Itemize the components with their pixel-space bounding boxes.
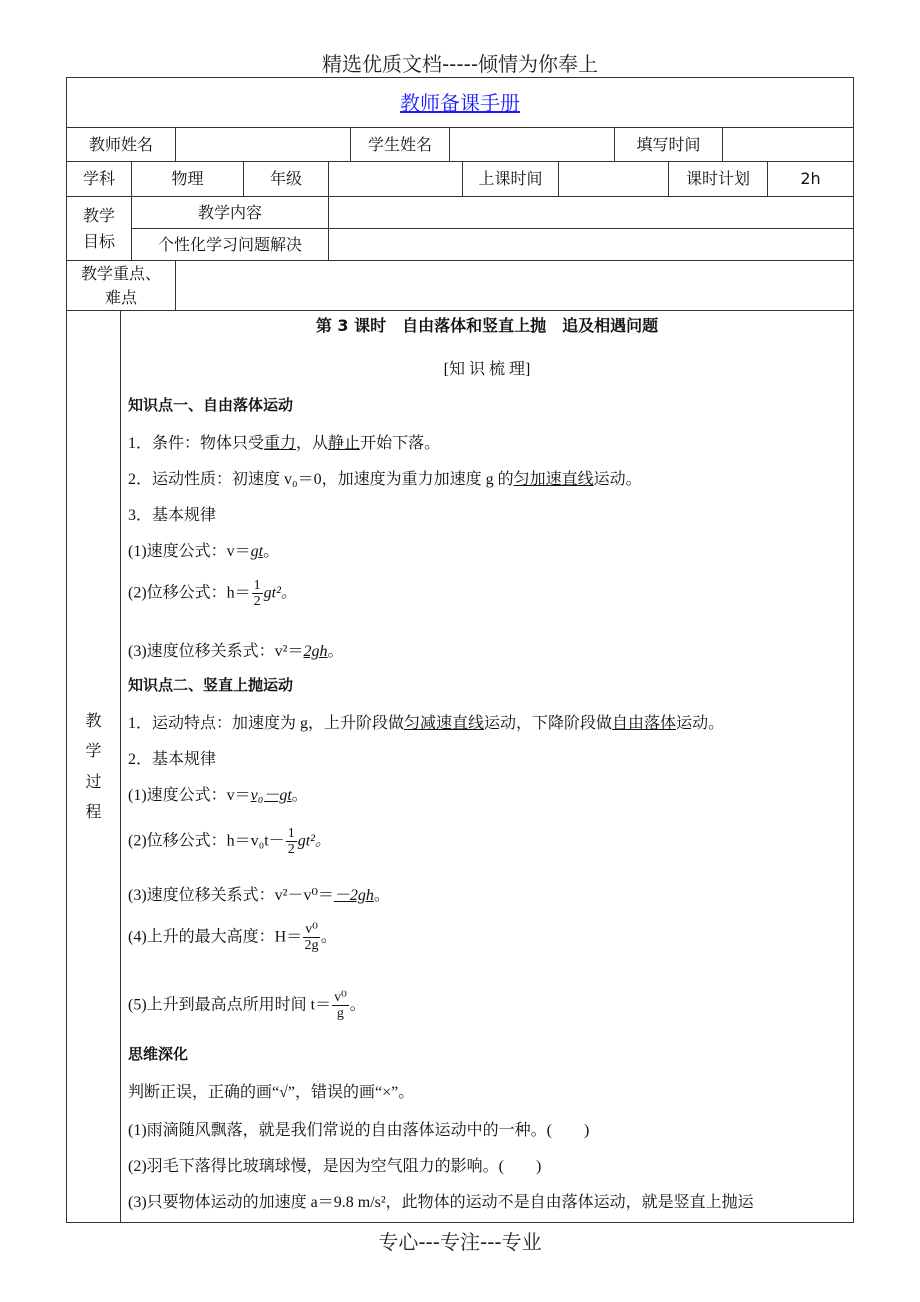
grade-field[interactable] <box>328 161 463 197</box>
answer: －2gh <box>333 887 374 904</box>
k2-features <box>128 710 724 733</box>
t: (3)速度位移关系式：v²－v⁰＝ <box>128 887 334 904</box>
answer: 重力 <box>264 435 297 452</box>
question-3: (3)只要物体运动的加速度 a＝9.8 m/s²，此物体的运动不是自由落体运动，就是竖直上抛运 <box>128 1194 754 1211</box>
t: (5)上升到最高点所用时间 t＝ <box>128 996 332 1014</box>
t: (2)位移公式：h＝ <box>128 584 251 602</box>
t: 开始下落。 <box>360 435 441 452</box>
k2-displacement <box>128 826 331 858</box>
personal-label: 个性化学习问题解决 <box>131 228 329 261</box>
t: 1．运动特点：加速度为 g，上升阶段做 <box>128 715 405 732</box>
formula-displacement <box>128 578 297 610</box>
page-footer: 专心---专注---专业 <box>378 1230 542 1254</box>
fraction <box>252 578 263 610</box>
page-header: 精选优质文档-----倾情为你奉上 <box>321 52 599 76</box>
answer: 匀加速直线 <box>513 471 594 488</box>
answer: 自由落体 <box>612 715 677 732</box>
section-heading: [知 识 梳 理] <box>443 361 531 378</box>
student-field[interactable] <box>449 127 615 162</box>
judge-instruction: 判断正误，正确的画“√”，错误的画“×”。 <box>128 1084 415 1101</box>
k1-condition <box>128 430 440 453</box>
formula-velocity <box>128 538 279 561</box>
t: 运动。 <box>593 471 642 488</box>
fraction <box>303 922 320 954</box>
teacher-label: 教师姓名 <box>66 127 176 162</box>
plan-value: 2h <box>767 161 854 197</box>
keypoints-field[interactable] <box>175 260 854 311</box>
numerator: 1 <box>253 578 261 593</box>
numerator: v⁰ <box>305 922 318 937</box>
t: ，从 <box>296 435 329 452</box>
t: 。 <box>291 787 308 804</box>
t: (4)上升的最大高度：H＝ <box>128 928 303 946</box>
k2-v-h <box>128 882 390 905</box>
keypoints-label: 教学重点、难点 <box>66 260 176 311</box>
date-label: 填写时间 <box>614 127 723 162</box>
personal-field[interactable] <box>328 228 854 261</box>
t: gt²。 <box>297 832 331 850</box>
k2-max-height <box>128 922 337 954</box>
think-heading: 思维深化 <box>128 1045 189 1063</box>
knowledge-point-2: 知识点二、竖直上抛运动 <box>128 676 294 694</box>
numerator: v⁰ <box>334 990 347 1005</box>
k2-time <box>128 990 366 1022</box>
t: 。 <box>373 887 390 904</box>
title-cell <box>66 77 854 128</box>
class-time-label: 上课时间 <box>462 161 559 197</box>
formula-v-h <box>128 638 343 661</box>
question-1: (1)雨滴随风飘落，就是我们常说的自由落体运动中的一种。( ) <box>128 1122 590 1139</box>
t: 。 <box>327 643 344 660</box>
k1-rules: 3．基本规律 <box>128 507 217 524</box>
denominator: 2g <box>304 938 319 954</box>
content-field[interactable] <box>328 196 854 229</box>
t: gt²。 <box>263 584 297 602</box>
t: 。 <box>349 996 366 1014</box>
t: 。 <box>320 928 337 946</box>
t: 1．条件：物体只受 <box>128 435 265 452</box>
knowledge-point-1: 知识点一、自由落体运动 <box>128 396 294 414</box>
answer: 静止 <box>328 435 361 452</box>
subject-value: 物理 <box>131 161 244 197</box>
t: 2．运动性质：初速度 v₀＝0，加速度为重力加速度 g 的 <box>128 471 514 488</box>
fraction <box>332 990 349 1022</box>
k2-velocity <box>128 782 308 805</box>
plan-label: 课时计划 <box>668 161 768 197</box>
answer: v₀－gt <box>250 787 292 804</box>
date-field[interactable] <box>722 127 854 162</box>
teacher-field[interactable] <box>175 127 351 162</box>
question-2: (2)羽毛下落得比玻璃球慢，是因为空气阻力的影响。( ) <box>128 1158 542 1175</box>
subject-label: 学科 <box>66 161 132 197</box>
student-label: 学生姓名 <box>350 127 450 162</box>
k2-rules: 2．基本规律 <box>128 751 217 768</box>
grade-label: 年级 <box>243 161 329 197</box>
t: (1)速度公式：v＝ <box>128 543 251 560</box>
denominator: g <box>336 1006 344 1022</box>
t: 。 <box>263 543 280 560</box>
answer: 匀减速直线 <box>404 715 485 732</box>
answer: gt <box>250 543 264 560</box>
content-label: 教学内容 <box>131 196 329 229</box>
answer: 2gh <box>303 643 328 660</box>
goals-label: 教学目标 <box>66 196 132 261</box>
t: (3)速度位移关系式：v²＝ <box>128 643 304 660</box>
denominator: 2 <box>287 842 295 858</box>
t: (2)位移公式：h＝v₀t－ <box>128 832 285 850</box>
lesson-title: 第 3 课时 自由落体和竖直上抛 追及相遇问题 <box>315 316 659 335</box>
t: 运动。 <box>676 715 725 732</box>
class-time-field[interactable] <box>558 161 669 197</box>
numerator: 1 <box>287 826 295 841</box>
fraction <box>286 826 297 858</box>
process-label: 教学过程 <box>66 310 121 1223</box>
k1-nature <box>128 466 642 489</box>
t: (1)速度公式：v＝ <box>128 787 251 804</box>
doc-title: 教师备课手册 <box>400 90 520 115</box>
t: 运动，下降阶段做 <box>484 715 613 732</box>
denominator: 2 <box>253 594 261 610</box>
